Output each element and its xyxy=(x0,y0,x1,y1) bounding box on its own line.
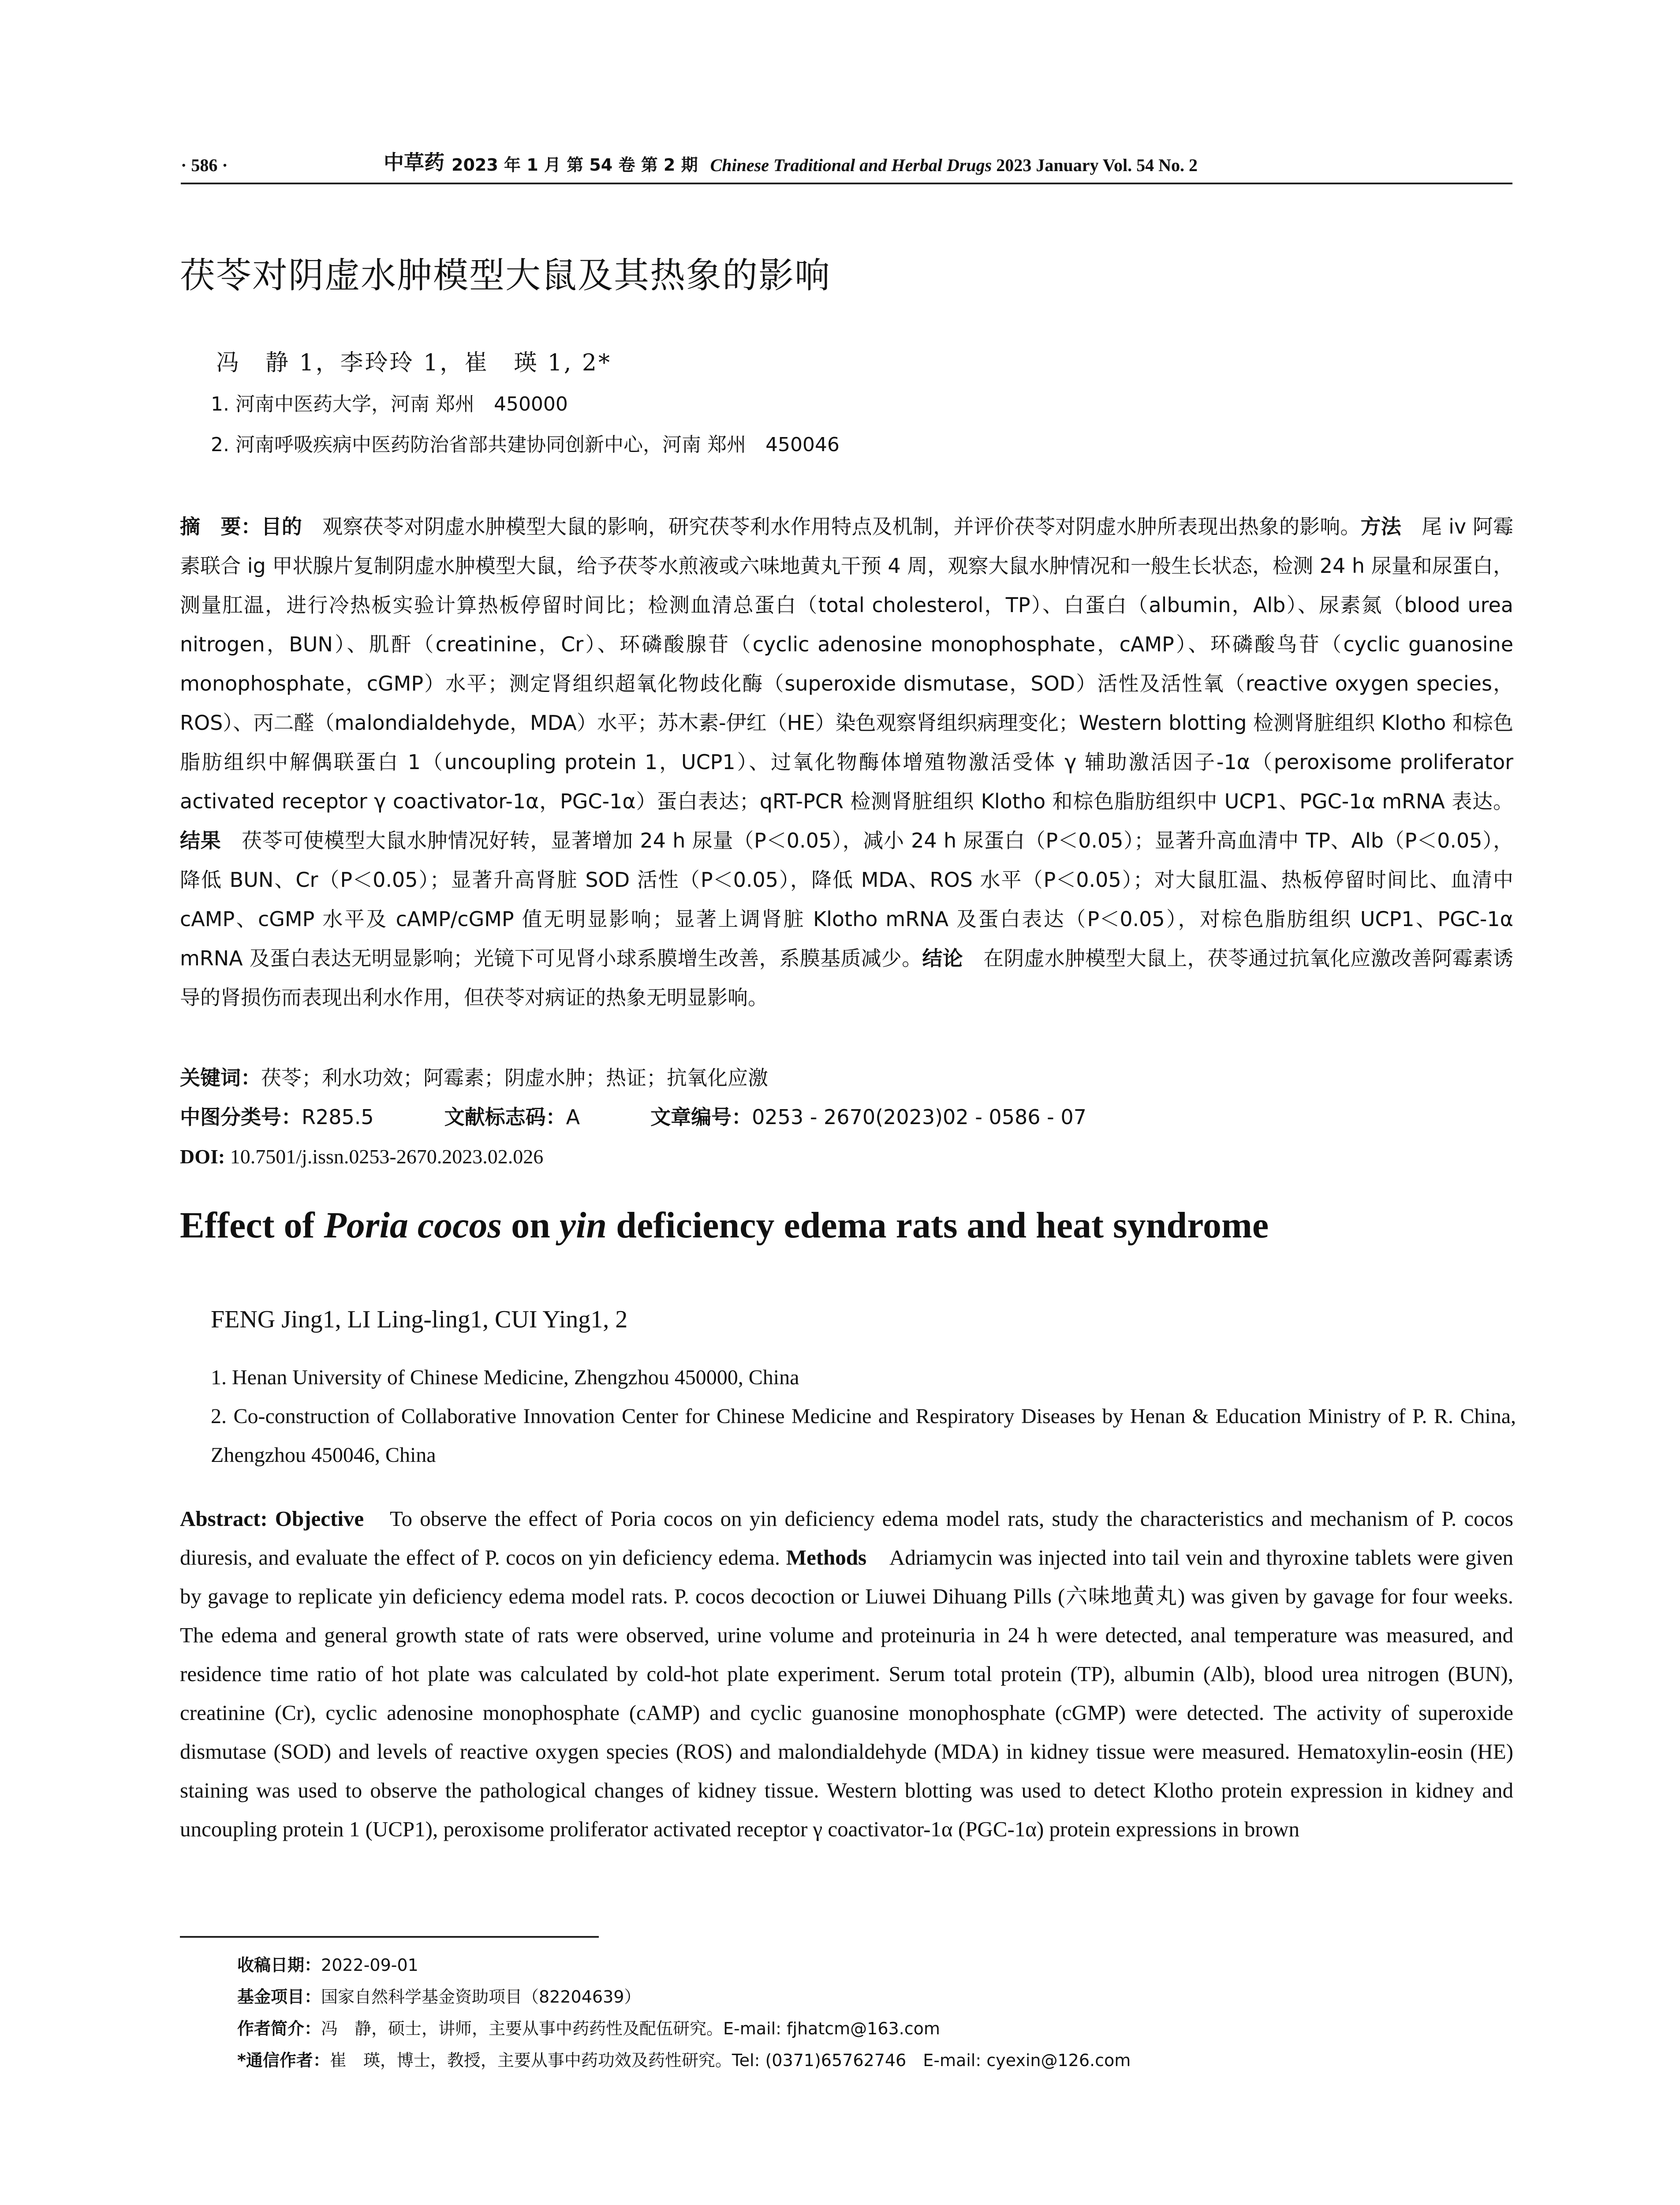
authors-en: FENG Jing1, LI Ling-ling1, CUI Ying1, 2 xyxy=(211,1306,628,1333)
doi-value: 10.7501/j.issn.0253-2670.2023.02.026 xyxy=(230,1145,544,1168)
clc-value: R285.5 xyxy=(302,1105,374,1129)
footnote-corresponding: *通信作者：崔 瑛，博士，教授，主要从事中药功效及药性研究。Tel: (0371)65762746 E-mail: cyexin@126.com xyxy=(237,2051,1131,2070)
classification-line xyxy=(180,1098,1513,1137)
footnote-divider xyxy=(180,1936,599,1938)
methods-cn: 尾 iv 阿霉素联合 ig 甲状腺片复制阴虚水肿模型大鼠，给予茯苓水煎液或六味地黄丸干预 4 周，观察大鼠水肿情况和一般生长状态，检测 24 h 尿量和尿蛋白，测量肛温，进行冷热板实验计算热板停留时间比；检测血清总蛋白（total cholesterol，TP）、白蛋白（albumin，Alb）、尿素氮（blood urea nitrogen，BUN）、肌酐（creatinine，Cr）、环磷酸腺苷（cyclic adenosine monophosphate，cAMP）、环磷酸鸟苷（cyclic guanosine monophosphate，cGMP）水平；测定肾组织超氧化物歧化酶（superoxide dismutase，SOD）活性及活性氧（reactive oxygen species，ROS）、丙二醛（malondialdehyde，MDA）水平；苏木素-伊红（HE）染色观察肾组织病理变化；Western blotting 检测肾脏组织 Klotho 和棕色脂肪组织中解偶联蛋白 1（uncoupling protein 1，UCP1）、过氧化物酶体增殖物激活受体 γ 辅助激活因子-1α（peroxisome proliferator activated receptor γ coactivator-1α，PGC-1α）蛋白表达；qRT-PCR 检测肾脏组织 Klotho 和棕色脂肪组织中 UCP1、PGC-1α mRNA 表达。 xyxy=(180,515,1514,813)
footnote-received: 收稿日期：2022-09-01 xyxy=(237,1955,418,1975)
results-cn: 茯苓可使模型大鼠水肿情况好转，显著增加 24 h 尿量（P＜0.05），减小 24 h 尿蛋白（P＜0.05）；显著升高血清中 TP、Alb（P＜0.05），降低 BUN、Cr（P＜0.05）；显著升高肾脏 SOD 活性（P＜0.05），降低 MDA、ROS 水平（P＜0.05）；对大鼠肛温、热板停留时间比、血清中 cAMP、cGMP 水平及 cAMP/cGMP 值无明显影响；显著上调肾脏 Klotho mRNA 及蛋白表达（P＜0.05），对棕色脂肪组织 UCP1、PGC-1α mRNA 及蛋白表达无明显影响；光镜下可见肾小球系膜增生改善，系膜基质减少。 xyxy=(180,829,1514,970)
title-en-part: on xyxy=(502,1205,560,1246)
doi-line xyxy=(180,1137,1513,1176)
abstract-label-en: Abstract: Objective xyxy=(180,1506,364,1531)
footnotes xyxy=(237,1949,1507,2076)
conclusion-label-cn: 结论 xyxy=(922,946,963,970)
footnote-author-bio: 作者简介：冯 静，硕士，讲师，主要从事中药药性及配伍研究。E-mail: fjhatcm@163.com xyxy=(237,2019,940,2038)
objective-label-cn: 目的 xyxy=(261,515,302,538)
doc-code-label: 文献标志码： xyxy=(444,1105,566,1129)
doc-code-value: A xyxy=(566,1105,580,1129)
objective-cn: 观察茯苓对阴虚水肿模型大鼠的影响，研究茯苓利水作用特点及机制，并评价茯苓对阴虚水肿所表现出热象的影响。 xyxy=(322,515,1361,538)
keywords-cn-line xyxy=(180,1058,1513,1098)
footnote-funding: 基金项目：国家自然科学基金资助项目（82204639） xyxy=(237,1987,641,2007)
journal-name-en: Chinese Traditional and Herbal Drugs xyxy=(710,155,992,175)
affiliation-en-2: 2. Co-construction of Collaborative Innovation Center for Chinese Medicine and Respiratory Diseases by Henan & Education Ministry of P. R. China, Zhengzhou 450046, China xyxy=(211,1405,1516,1467)
methods-label-en: Methods xyxy=(786,1545,867,1570)
title-en-part: Effect of xyxy=(180,1205,324,1246)
keywords-cn: 茯苓；利水功效；阿霉素；阴虚水肿；热证；抗氧化应激 xyxy=(261,1066,768,1090)
paper-title-en xyxy=(180,1204,1525,1247)
abstract-label-cn: 摘 要： xyxy=(180,515,261,538)
issue-en: 2023 January Vol. 54 No. 2 xyxy=(996,155,1198,175)
page-number: · 586 · xyxy=(181,155,228,175)
running-header xyxy=(181,145,1512,184)
conclusion-cn: 在阴虚水肿模型大鼠上，茯苓通过抗氧化应激改善阿霉素诱导的肾损伤而表现出利水作用，但茯苓对病证的热象无明显影响。 xyxy=(180,946,1514,1009)
article-no-label: 文章编号： xyxy=(650,1105,752,1129)
doi-label: DOI: xyxy=(180,1145,225,1168)
objective-en: To observe the effect of Poria cocos on yin deficiency edema model rats, study the characteristics and mechanism of P. cocos diuresis, and evaluate the effect of P. cocos on yin deficiency edema. xyxy=(180,1506,1513,1570)
abstract-en xyxy=(180,1499,1513,1849)
paper-title-cn: 茯苓对阴虚水肿模型大鼠及其热象的影响 xyxy=(180,255,831,296)
article-no-value: 0253 - 2670(2023)02 - 0586 - 07 xyxy=(752,1105,1086,1129)
clc-label: 中图分类号： xyxy=(180,1105,302,1129)
authors-cn: 冯 静 1，李玲玲 1，崔 瑛 1, 2* xyxy=(216,350,612,376)
methods-label-cn: 方法 xyxy=(1360,515,1401,538)
keywords-label-cn: 关键词： xyxy=(180,1066,261,1090)
affiliation-cn-1: 1. 河南中医药大学，河南 郑州 450000 xyxy=(211,393,568,415)
abstract-cn xyxy=(180,507,1513,1017)
journal-name-cn: 中草药 xyxy=(384,150,444,174)
title-en-yin: yin xyxy=(559,1205,607,1246)
results-label-cn: 结果 xyxy=(180,829,221,852)
methods-en: Adriamycin was injected into tail vein and thyroxine tablets were given by gavage to replicate yin deficiency edema model rats. P. cocos decoction or Liuwei Dihuang Pills (六味地黄丸) was given by gavage for four weeks. The edema and general growth state of rats were observed, urine volume and proteinuria in 24 h were detected, anal temperature was measured, and residence time ratio of hot plate was calculated by cold-hot plate experiment. Serum total protein (TP), albumin (Alb), blood urea nitrogen (BUN), creatinine (Cr), cyclic adenosine monophosphate (cAMP) and cyclic guanosine monophosphate (cGMP) were detected. The activity of superoxide dismutase (SOD) and levels of reactive oxygen species (ROS) and malondialdehyde (MDA) in kidney tissue were measured. Hematoxylin-eosin (HE) staining was used to observe the pathological changes of kidney tissue. Western blotting was used to detect Klotho protein expression in kidney and uncoupling protein 1 (UCP1), peroxisome proliferator activated receptor γ coactivator-1α (PGC-1α) protein expressions in brown xyxy=(180,1545,1514,1841)
affiliation-cn-2: 2. 河南呼吸疾病中医药防治省部共建协同创新中心，河南 郑州 450046 xyxy=(211,434,840,456)
title-en-part: deficiency edema rats and heat syndrome xyxy=(607,1205,1269,1246)
issue-cn: 2023 年 1 月 第 54 卷 第 2 期 xyxy=(452,155,698,175)
title-en-species: Poria cocos xyxy=(324,1205,502,1246)
affiliation-en-1: 1. Henan University of Chinese Medicine, Zhengzhou 450000, China xyxy=(211,1366,799,1389)
